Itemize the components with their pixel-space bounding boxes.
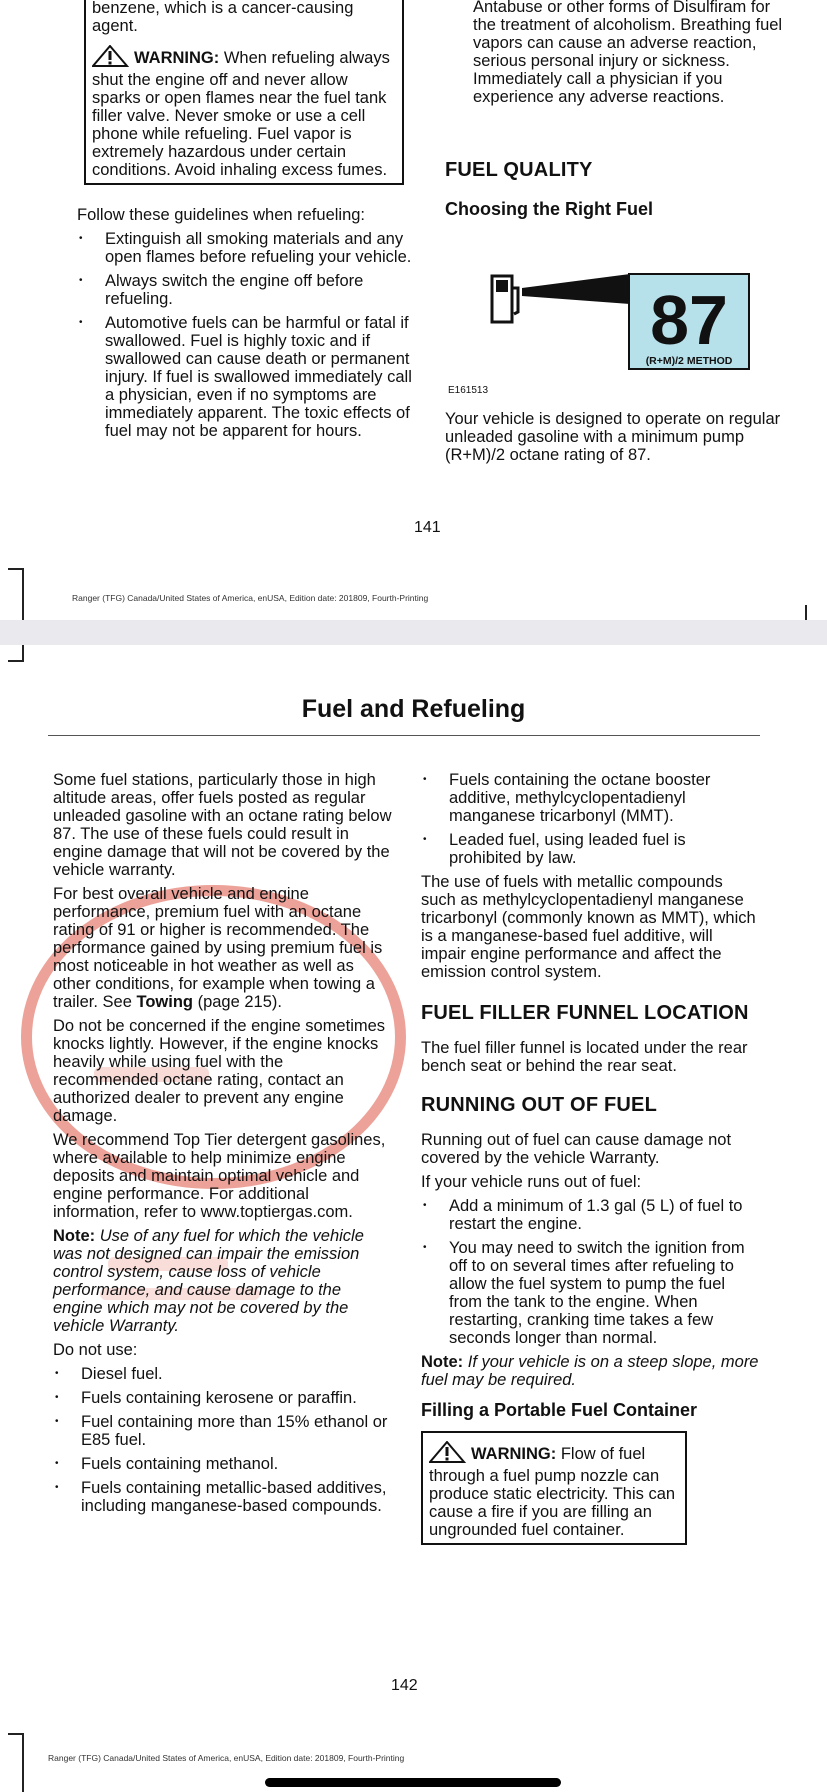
octane-value: 87 [650, 281, 728, 359]
warning-triangle-icon [429, 1441, 469, 1467]
note-label: Note: [53, 1227, 96, 1245]
warning-triangle-icon [92, 45, 132, 71]
list-item: • Fuel containing more than 15% ethanol or E85 fuel. [53, 1413, 393, 1449]
list-item: • Fuels containing methanol. [53, 1455, 393, 1473]
section-heading: FUEL FILLER FUNNEL LOCATION [421, 1002, 749, 1024]
title-rule [48, 735, 760, 736]
do-not-use-intro: Do not use: [53, 1341, 138, 1359]
paragraph: Some fuel stations, particularly those in high altitude areas, offer fuels posted as regular unleaded gasoline with an octane rating below 87. The use of these fuels could result in engine damage that will not be covered by the vehicle warranty. [53, 771, 392, 879]
note-text: If your vehicle is on a steep slope, more fuel may be required. [421, 1353, 759, 1389]
paragraph: The fuel filler funnel is located under the rear bench seat or behind the rear seat. [421, 1039, 748, 1075]
page-footer: Ranger (TFG) Canada/United States of America, enUSA, Edition date: 201809, Fourth-Printing [48, 1753, 405, 1763]
paragraph-text: (page 215). [192, 993, 282, 1011]
guidelines-intro: Follow these guidelines when refueling: [77, 206, 366, 224]
list-item: • Always switch the engine off before refueling. [77, 272, 417, 308]
paragraph: The use of fuels with metallic compounds such as methylcyclopentadienyl manganese tricarbonyl (commonly known as MMT), which is a manganese-based fuel additive, will impair engine performance and affect the emission control system. [421, 873, 756, 981]
paragraph: If your vehicle runs out of fuel: [421, 1173, 642, 1191]
crop-mark [22, 645, 24, 662]
fuel-pump-icon [490, 274, 630, 326]
warning-box [421, 1431, 687, 1545]
note [421, 1353, 761, 1389]
page-141 [0, 0, 827, 620]
paragraph-premium-fuel [53, 885, 393, 1011]
list-item: • Automotive fuels can be harmful or fatal if swallowed. Fuel is highly toxic and if swallowed can cause death or permanent injury. If fuel is swallowed immediately call a physician, even if no symptoms are immediately apparent. The toxic effects of fuel may not be apparent for hours. [77, 314, 417, 440]
octane-method: (R+M)/2 METHOD [645, 355, 733, 367]
octane-rating-label [628, 273, 750, 370]
towing-link[interactable]: Towing [136, 993, 193, 1011]
page-footer: Ranger (TFG) Canada/United States of America, enUSA, Edition date: 201809, Fourth-Printing [72, 593, 429, 603]
paragraph-text: For best overall vehicle and engine performance, premium fuel with an octane rating of 91 or higher is recommended. The performance gained by using premium fuel is most noticeable in hot weather as well as other conditions, for example when towing a trailer. See [53, 885, 383, 1011]
home-indicator[interactable] [265, 1778, 561, 1787]
page-number: 141 [414, 519, 441, 536]
warning-text: Flow of fuel through a fuel pump nozzle can produce static electricity. This can cause a fire if you are filling an ungrounded fuel container. [429, 1445, 676, 1539]
left-column [53, 771, 393, 1521]
subsection-heading: Filling a Portable Fuel Container [421, 1400, 698, 1420]
right-column [421, 771, 761, 1545]
section-heading: FUEL QUALITY [445, 159, 593, 181]
list-item: • Add a minimum of 1.3 gal (5 L) of fuel to restart the engine. [421, 1197, 761, 1233]
note-label: Note: [421, 1353, 464, 1371]
do-not-use-list [53, 1365, 393, 1515]
crop-mark [22, 568, 24, 620]
list-item: • Fuels containing the octane booster additive, methylcyclopentadienyl manganese tricarbonyl (MMT). [421, 771, 761, 825]
right-column-top [473, 0, 788, 106]
chapter-title: Fuel and Refueling [301, 695, 526, 723]
paragraph: Running out of fuel can cause damage not covered by the vehicle Warranty. [421, 1131, 732, 1167]
subsection-heading: Choosing the Right Fuel [445, 199, 653, 219]
paragraph: We recommend Top Tier detergent gasolines, where available to help minimize engine deposits and maintain optimal vehicle and engine performance. For additional information, refer to www.toptiergas.com. [53, 1131, 386, 1221]
list-item: • Diesel fuel. [53, 1365, 393, 1383]
continued-warning-box [84, 0, 404, 35]
guidelines-section [77, 206, 417, 446]
warning-label: WARNING: [471, 1445, 557, 1463]
list-item: • Leaded fuel, using leaded fuel is prohibited by law. [421, 831, 761, 867]
list-item: • You may need to switch the ignition from off to on several times after refueling to allow the fuel system to pump the fuel from the tank to the engine. When restarting, cranking time takes a few seconds longer than normal. [421, 1239, 761, 1347]
list-item: • Fuels containing kerosene or paraffin. [53, 1389, 393, 1407]
continued-text: benzene, which is a cancer-causing agent. [92, 0, 354, 35]
octane-description: Your vehicle is designed to operate on regular unleaded gasoline with a minimum pump (R+M)/2 octane rating of 87. [445, 410, 781, 464]
out-of-fuel-list [421, 1197, 761, 1347]
warning-text: When refueling always shut the engine off and never allow sparks or open flames near the fuel tank filler valve. Never smoke or use a cell phone while refueling. Fuel vapor is extremely hazardous under certain conditions. Avoid inhaling excess fumes. [92, 49, 390, 179]
crop-mark [22, 1733, 24, 1792]
continued-text: Antabuse or other forms of Disulfiram for the treatment of alcoholism. Breathing fuel vapors can cause an adverse reaction, serious personal injury or sickness. Immediately call a physician if you experience any adverse reactions. [473, 0, 783, 106]
prohibited-fuels-list [421, 771, 761, 867]
paragraph: Do not be concerned if the engine sometimes knocks lightly. However, if the engine knocks heavily while using fuel with the recommended octane rating, contact an authorized dealer to prevent any engine damage. [53, 1017, 386, 1125]
crop-mark [805, 605, 807, 620]
page-number: 142 [391, 1677, 418, 1694]
list-item: • Extinguish all smoking materials and any open flames before refueling your vehicle. [77, 230, 417, 266]
warning-label: WARNING: [134, 49, 220, 67]
guidelines-list [77, 230, 417, 440]
page-142 [0, 645, 827, 1792]
warning-box [84, 35, 404, 185]
figure-code: E161513 [448, 385, 489, 396]
note [53, 1227, 393, 1335]
note-text: Use of any fuel for which the vehicle was not designed can impair the emission control system, cause loss of vehicle performance, and cause damage to the engine which may not be covered by the vehicle Warranty. [53, 1227, 364, 1335]
section-heading: RUNNING OUT OF FUEL [421, 1094, 658, 1116]
list-item: • Fuels containing metallic-based additives, including manganese-based compounds. [53, 1479, 393, 1515]
left-column [84, 0, 404, 185]
